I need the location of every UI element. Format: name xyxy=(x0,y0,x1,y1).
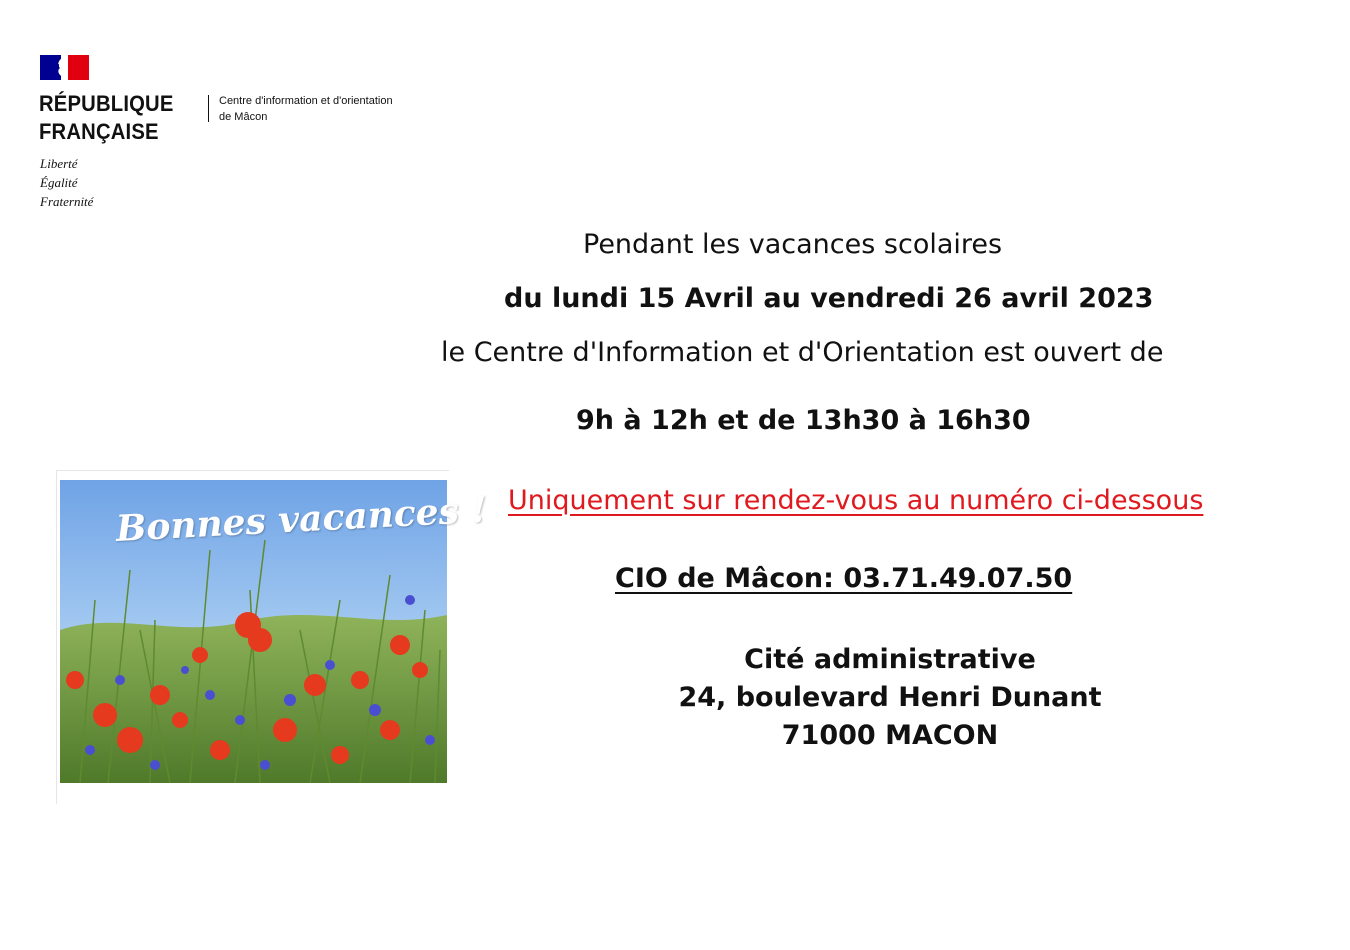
address-line-1: Cité administrative xyxy=(744,644,1036,675)
republique-francaise-wordmark xyxy=(39,90,174,146)
appointment-notice: Uniquement sur rendez-vous au numéro ci-dessous xyxy=(508,485,1204,516)
org-line-2: de Mâcon xyxy=(219,111,268,123)
motto-liberte: Liberté xyxy=(40,156,78,171)
bonnes-vacances-caption: Bonnes vacances ! xyxy=(114,488,489,550)
address-line-2: 24, boulevard Henri Dunant xyxy=(678,682,1102,713)
motto-fraternite: Fraternité xyxy=(40,194,94,209)
address-block xyxy=(640,641,1140,755)
logo-divider xyxy=(208,95,209,122)
address-line-3: 71000 MACON xyxy=(781,720,999,751)
phone-number: CIO de Mâcon: 03.71.49.07.50 xyxy=(615,563,1073,594)
notice-dates: du lundi 15 Avril au vendredi 26 avril 2023 xyxy=(504,283,1154,314)
french-flag-logo xyxy=(40,55,89,80)
motto-egalite: Égalité xyxy=(40,175,78,190)
republic-line-2: FRANÇAISE xyxy=(39,119,159,144)
notice-hours: 9h à 12h et de 13h30 à 16h30 xyxy=(576,405,1031,436)
republic-motto xyxy=(40,154,93,211)
organization-name xyxy=(219,93,393,125)
notice-opening: le Centre d'Information et d'Orientation est ouvert de xyxy=(441,337,1164,368)
notice-intro: Pendant les vacances scolaires xyxy=(583,229,1003,260)
republic-line-1: RÉPUBLIQUE xyxy=(39,91,174,116)
org-line-1: Centre d'information et d'orientation xyxy=(219,95,393,107)
